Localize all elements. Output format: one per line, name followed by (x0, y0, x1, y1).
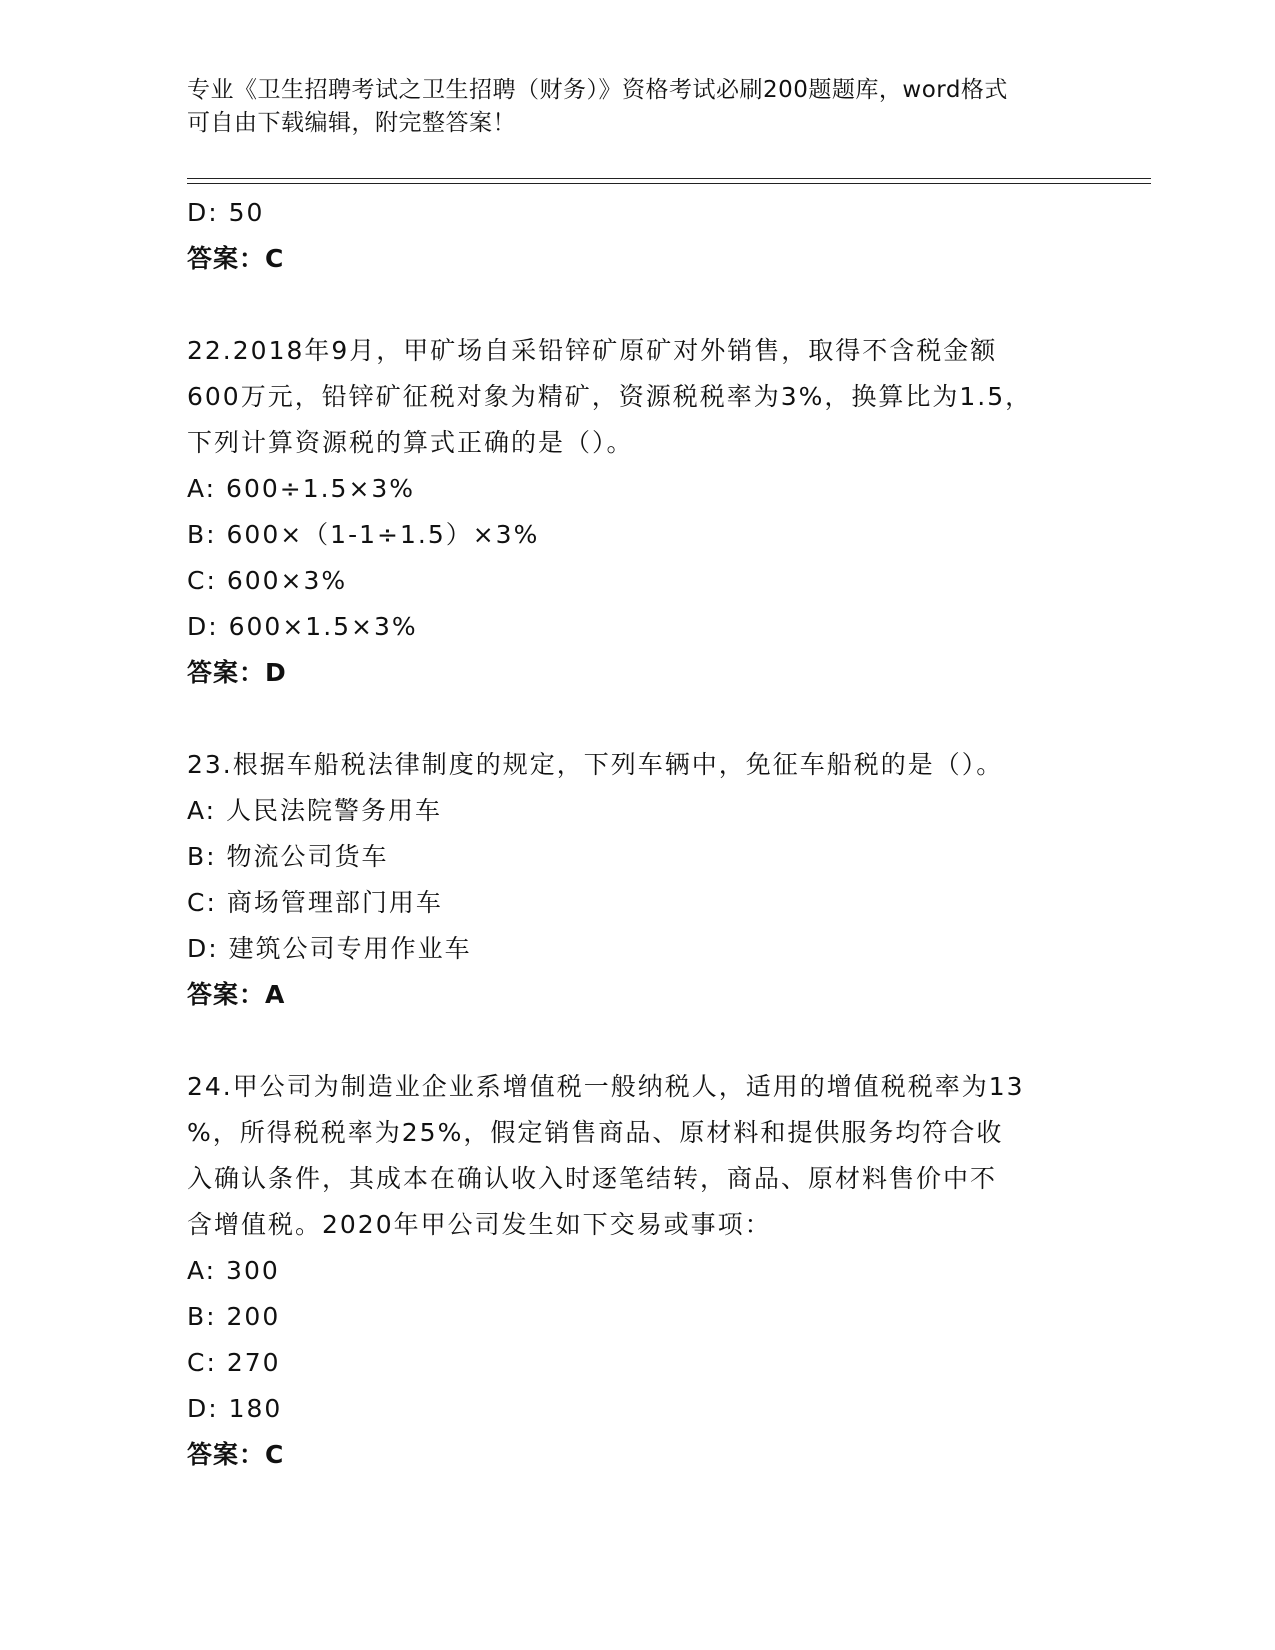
question-text: 22.2018年9月，甲矿场自采铅锌矿原矿对外销售，取得不含税金额 (187, 336, 998, 365)
option-d: D: 180 (187, 1394, 283, 1423)
option-b: B: 物流公司货车 (187, 842, 389, 871)
question-text: 含增值税。2020年甲公司发生如下交易或事项： (187, 1210, 772, 1239)
question-block (187, 190, 1107, 282)
option-c: C: 600×3% (187, 566, 348, 595)
option-a: A: 600÷1.5×3% (187, 474, 416, 503)
option-b: B: 200 (187, 1302, 281, 1331)
question-text: 24.甲公司为制造业企业系增值税一般纳税人，适用的增值税税率为13 (187, 1072, 1025, 1101)
answer-line: 答案：C (187, 1440, 285, 1469)
question-text: 23.根据车船税法律制度的规定，下列车辆中，免征车船税的是（）。 (187, 750, 1004, 779)
option-d: D: 600×1.5×3% (187, 612, 418, 641)
question-text: 入确认条件，其成本在确认收入时逐笔结转，商品、原材料售价中不 (187, 1164, 998, 1193)
option-c: C: 270 (187, 1348, 281, 1377)
option-a: A: 300 (187, 1256, 280, 1285)
question-list (187, 190, 1107, 1478)
answer-line: 答案：A (187, 980, 286, 1009)
question-block (187, 742, 1107, 1018)
option-a: A: 人民法院警务用车 (187, 796, 443, 825)
answer-line: 答案：D (187, 658, 287, 687)
spacer (187, 696, 1107, 742)
spacer (187, 1018, 1107, 1064)
question-text: 下列计算资源税的算式正确的是（）。 (187, 428, 634, 457)
header-line-1: 专业《卫生招聘考试之卫生招聘（财务）》资格考试必刷200题题库，word格式 (187, 77, 1008, 103)
spacer (187, 282, 1107, 328)
question-text: %，所得税税率为25%，假定销售商品、原材料和提供服务均符合收 (187, 1118, 1004, 1147)
option-c: C: 商场管理部门用车 (187, 888, 443, 917)
question-block (187, 1064, 1107, 1478)
question-text: 600万元，铅锌矿征税对象为精矿，资源税税率为3%，换算比为1.5， (187, 382, 1033, 411)
option-d: D: 建筑公司专用作业车 (187, 934, 472, 963)
answer-line: 答案：C (187, 244, 285, 273)
header-line-2: 可自由下载编辑，附完整答案！ (187, 110, 516, 136)
option-d: D: 50 (187, 198, 265, 227)
question-block (187, 328, 1107, 696)
header-divider (187, 178, 1151, 184)
page-header (187, 74, 1087, 140)
option-b: B: 600×（1-1÷1.5）×3% (187, 520, 540, 549)
